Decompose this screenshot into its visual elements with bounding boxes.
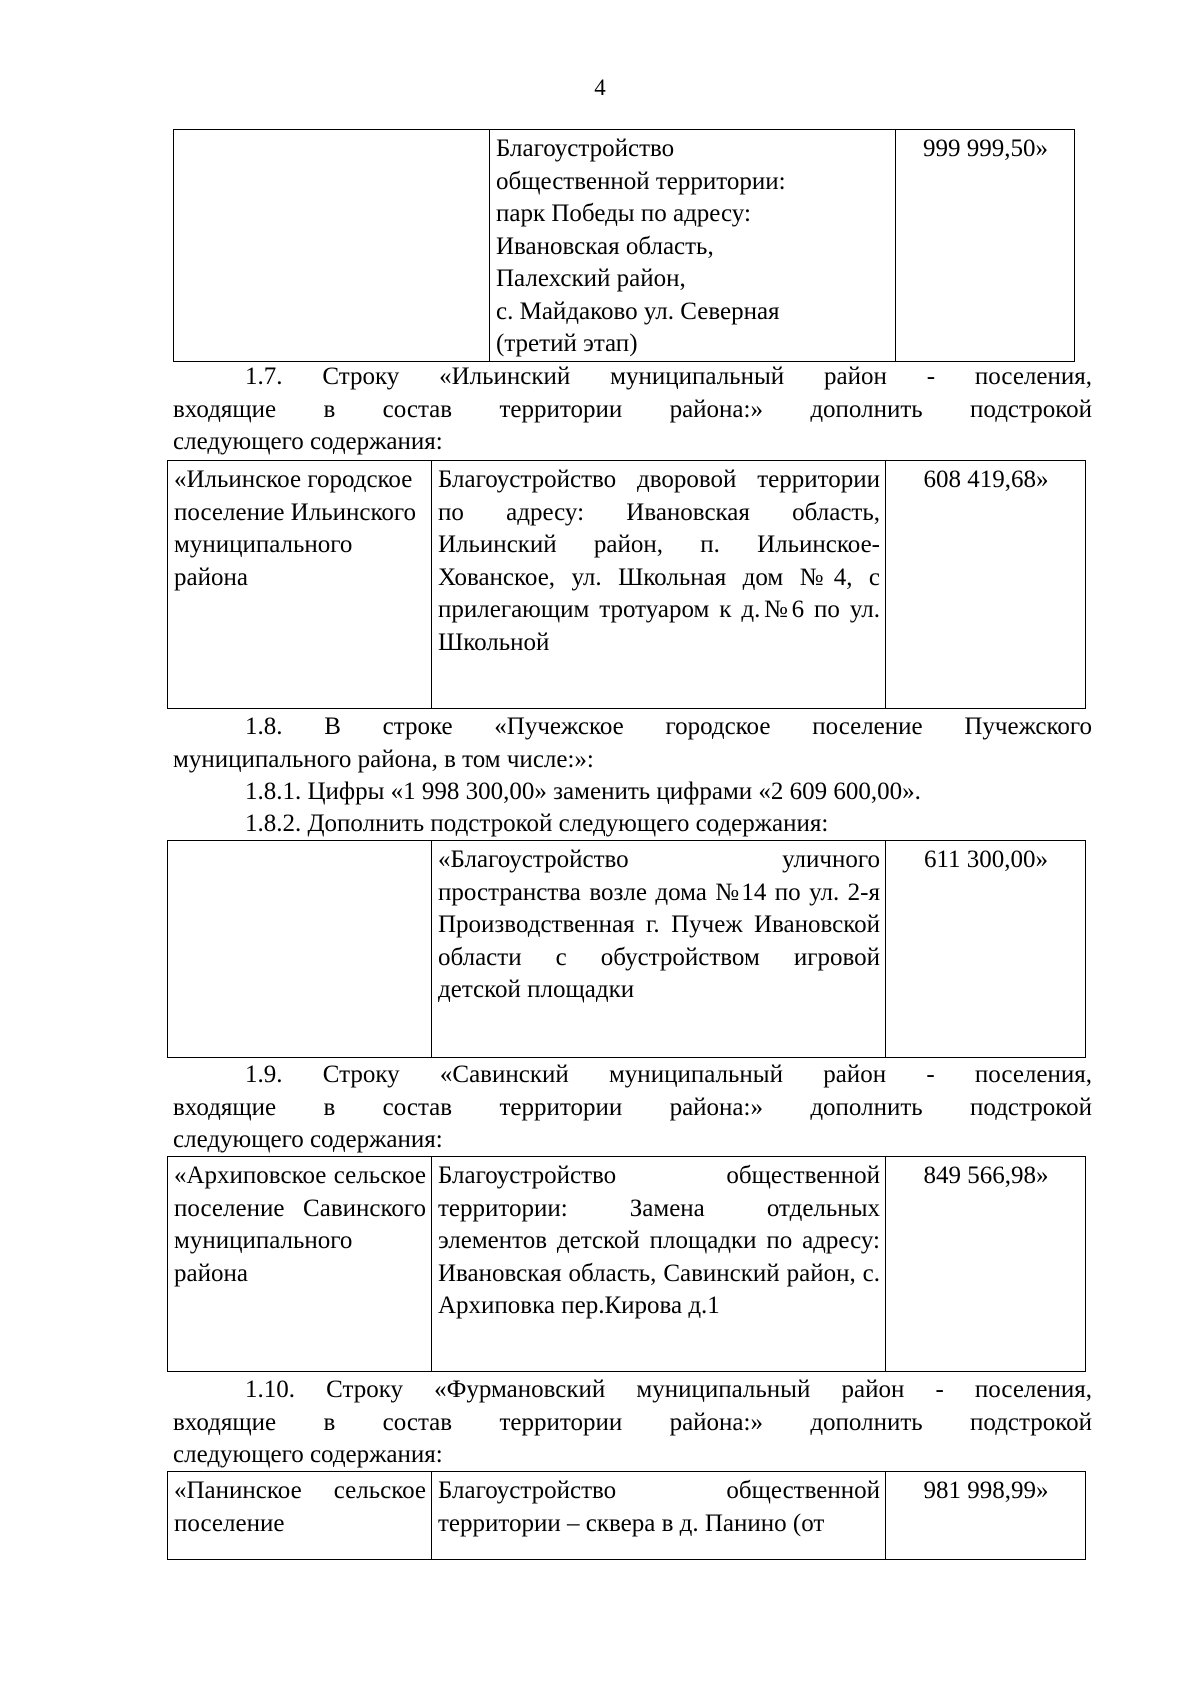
paragraph-1-10	[173, 1374, 1092, 1472]
paragraph-line: входящие в состав территории района:» дополнить подстрокой	[173, 1093, 1092, 1121]
table5-amount-cell: 981 998,99»	[886, 1472, 1086, 1560]
table-arkhipovskoe	[167, 1156, 1086, 1372]
table3-municipality-cell	[168, 841, 432, 1058]
table5-description-cell: Благоустройство общественной территории – сквера в д. Панино (от	[432, 1472, 886, 1560]
table-ilinskoe	[167, 460, 1086, 709]
table2-amount-cell: 608 419,68»	[886, 461, 1086, 709]
paragraph-line: следующего содержания:	[173, 1126, 443, 1153]
paragraph-line: 1.10. Строку «Фурмановский муниципальный район - поселения,	[245, 1376, 1092, 1403]
table1-amount-cell: 999 999,50»	[896, 130, 1075, 362]
table3-amount-cell: 611 300,00»	[886, 841, 1086, 1058]
table1-desc-line: Палехский район,	[496, 265, 686, 292]
table2-description-cell: Благоустройство дворовой территории по адресу: Ивановская область, Ильинский район, п. Ильинское-Хованское, ул. Школьная дом №4, с прилегающим тротуаром к д.№6 по ул. Школьной	[432, 461, 886, 709]
table1-desc-line: с. Майдаково ул. Северная	[496, 297, 780, 325]
table4-amount-cell: 849 566,98»	[886, 1157, 1086, 1372]
paragraph-1-8-2: 1.8.2. Дополнить подстрокой следующего содержания:	[245, 810, 829, 837]
table-paninskoe	[167, 1471, 1086, 1560]
paragraph-line: входящие в состав территории района:» дополнить подстрокой	[173, 395, 1092, 423]
page-number: 4	[594, 75, 606, 100]
table-park-pobedy	[173, 129, 1075, 362]
paragraph-line: следующего содержания:	[173, 1441, 443, 1468]
table3-description-cell: «Благоустройство уличного пространства возле дома №14 по ул. 2-я Производственная г. Пучеж Ивановской области с обустройством игровой детской площадки	[432, 841, 886, 1058]
paragraph-1-8-1: 1.8.1. Цифры «1 998 300,00» заменить цифрами «2 609 600,00».	[245, 778, 921, 805]
table1-municipality-cell	[174, 130, 490, 362]
paragraph-1-9	[173, 1059, 1092, 1157]
table1-desc-line: общественной территории:	[496, 167, 786, 195]
paragraph-line: входящие в состав территории района:» дополнить подстрокой	[173, 1408, 1092, 1436]
table1-desc-line: Ивановская область,	[496, 232, 714, 260]
table-puchezh	[167, 840, 1086, 1058]
paragraph-line: 1.7. Строку «Ильинский муниципальный район - поселения,	[245, 363, 1092, 390]
paragraph-1-7	[173, 361, 1092, 459]
table1-description-cell	[490, 130, 896, 362]
table1-desc-line: Благоустройство	[496, 135, 675, 162]
table1-desc-line: парк Победы по адресу:	[496, 200, 751, 227]
table2-municipality-cell: «Ильинское городское поселение Ильинского муниципального района	[168, 461, 432, 709]
paragraph-1-8	[173, 711, 1092, 776]
paragraph-line: муниципального района, в том числе:»:	[173, 745, 594, 773]
table1-desc-line: (третий этап)	[496, 330, 638, 357]
paragraph-line: 1.9. Строку «Савинский муниципальный район - поселения,	[245, 1061, 1092, 1088]
paragraph-line: 1.8. В строке «Пучежское городское поселение Пучежского	[245, 713, 1092, 740]
table4-description-cell: Благоустройство общественной территории: Замена отдельных элементов детской площадки по адресу: Ивановская область, Савинский район, с. Архиповка пер.Кирова д.1	[432, 1157, 886, 1372]
paragraph-line: следующего содержания:	[173, 428, 443, 455]
table5-municipality-cell: «Панинское сельское поселение	[168, 1472, 432, 1560]
table4-municipality-cell: «Архиповское сельское поселение Савинского муниципального района	[168, 1157, 432, 1372]
